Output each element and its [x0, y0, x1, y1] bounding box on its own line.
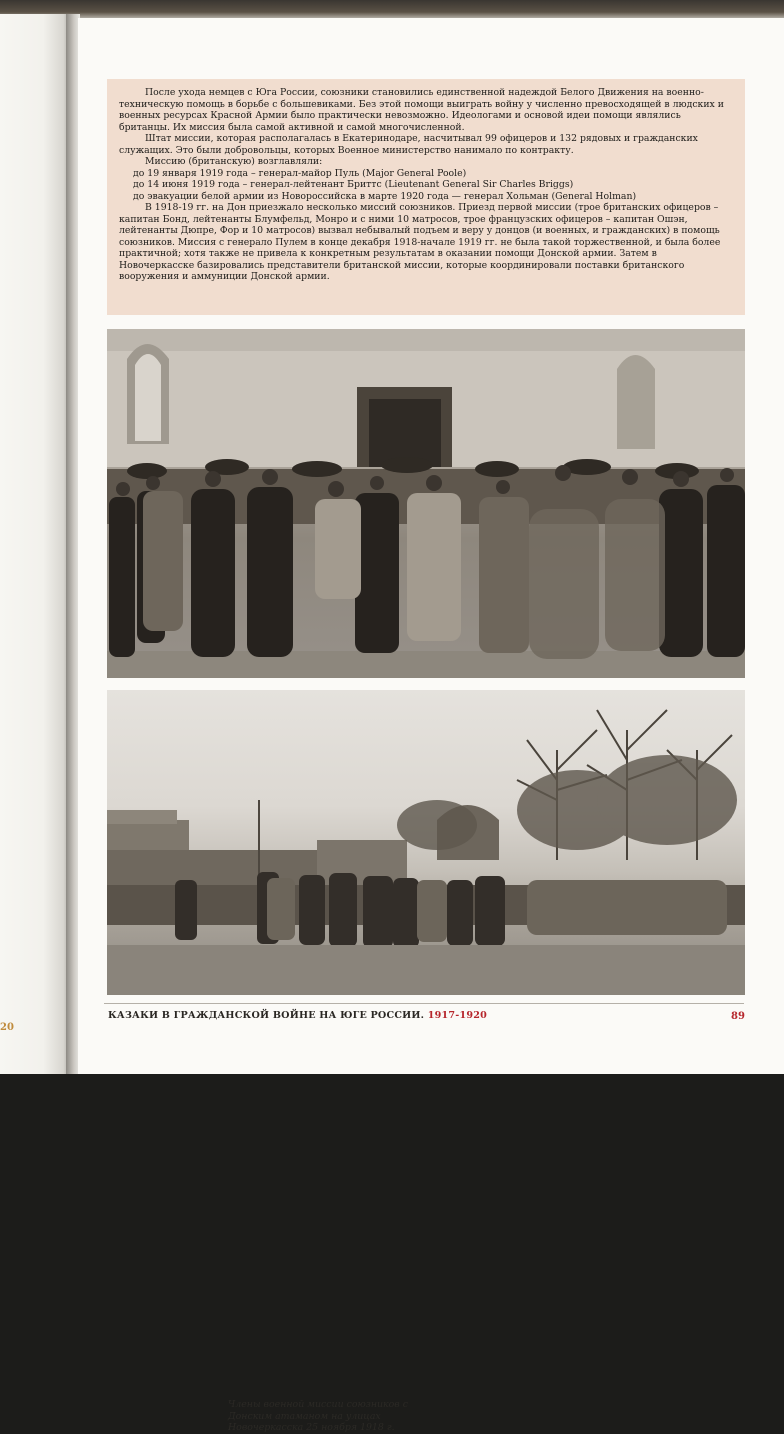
footer-title: КАЗАКИ В ГРАЖДАНСКОЙ ВОЙНЕ НА ЮГЕ РОССИИ. — [108, 1010, 425, 1021]
running-footer — [108, 1010, 748, 1026]
paragraph-missions: В 1918-19 гг. на Дон приезжало несколько миссий союзников. Приезд первой миссии (трое британских офицеров – капитан Бонд, лейтенанты Блумфельд, Монро и с ними 10 матросов, трое французских офицеров – капитан Ошэн, лейтенанты Дюпре, Фор и 10 матросов) вызвал небывалый подъем и веру у донцов (и военных, и гражданских) в помощь союзников. Миссия с генерало Пулем в конце декабря 1918-начале 1919 гг. не была такой торжественной, и была более практичной; хотя также не привела к конкретным результатам в оказании помощи Донской армии. Затем в Новочеркасске базировались представители британской миссии, которые координировали поставки британского вооружения и аммуниции Донской армии. — [119, 202, 721, 282]
photo-cathedral-crowd — [107, 329, 745, 678]
page-number: 89 — [731, 1011, 745, 1022]
paragraph-leaders-intro: Миссию (британскую) возглавляли: — [145, 156, 323, 167]
paragraph-staff: Штат миссии, которая располагалась в Екатеринодаре, насчитывал 99 офицеров и 132 рядовых и гражданских служащих. Это были добровольцы, которых Военное министерство нанимало по контракту. — [119, 133, 698, 156]
left-page-number: 20 — [0, 1022, 14, 1033]
text-block — [107, 79, 745, 315]
left-page-edge — [0, 14, 72, 1074]
photo-street-illustration — [107, 690, 745, 995]
leader-item: до 14 июня 1919 года – генерал-лейтенант Бриттс (Lieutenant General Sir Charles Briggs) — [133, 179, 574, 190]
footer-rule — [104, 1003, 744, 1004]
photo-cathedral-illustration — [107, 329, 745, 678]
leader-item: до 19 января 1919 года – генерал-майор Пуль (Major General Poole) — [133, 167, 467, 179]
leader-item: до эвакуации белой армии из Новороссийска в марте 1920 года — генерал Хольман (General Holman) — [133, 190, 637, 202]
paragraph-intro: После ухода немцев с Юга России, союзники становились единственной надеждой Белого Движения на военно-техническую помощь в борьбе с большевиками. Без этой помощи выиграть войну у численно превосходящей в людских и военных ресурсах Красной Армии было практически невозможно. Идеологами и основой идеи помощи являлись британцы. Их миссия была самой активной и самой многочисленной. — [119, 87, 724, 133]
photo-caption: Члены военной миссии союзников с Донским атаманом на улицах Новочеркасска 25 ноября 1918 г. — [228, 1399, 408, 1434]
footer-years: 1917-1920 — [427, 1010, 487, 1021]
